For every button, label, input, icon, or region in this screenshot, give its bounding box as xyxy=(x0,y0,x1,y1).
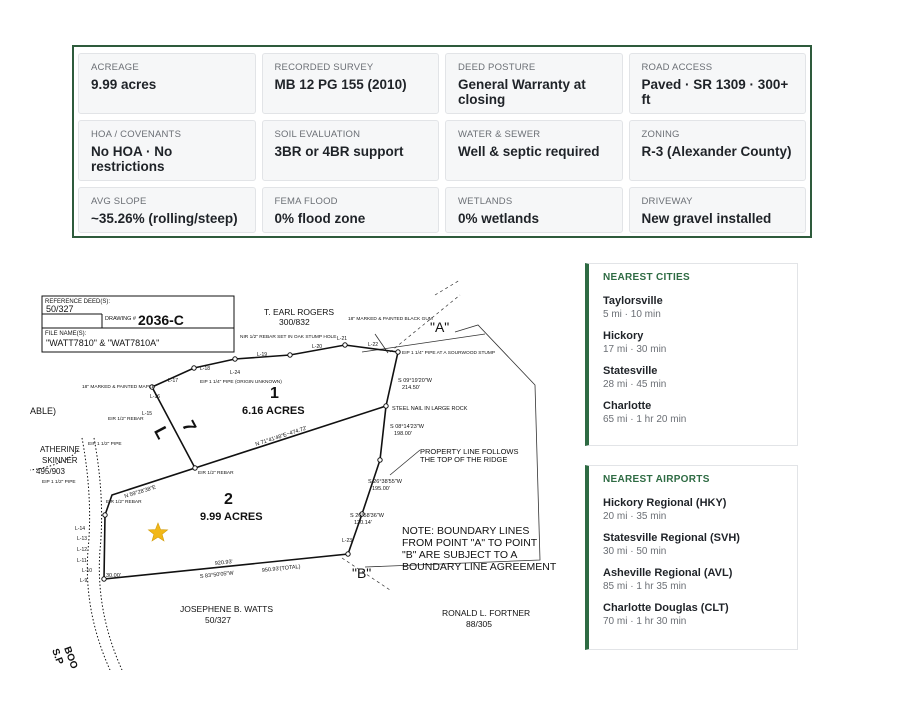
distance-3: 195.00' xyxy=(372,486,390,492)
reference-deed-label: REFERENCE DEED(S): xyxy=(45,299,111,305)
call-l16: L-16 xyxy=(150,394,161,400)
owner-southeast-deed: 88/305 xyxy=(466,619,492,629)
nearest-cities-title: NEAREST CITIES xyxy=(603,272,690,283)
fact-label: AVG SLOPE xyxy=(91,196,147,207)
city-name: Taylorsville xyxy=(603,295,663,307)
boundary-note-3: "B" ARE SUBJECT TO A xyxy=(402,549,518,561)
call-l15: L-15 xyxy=(142,411,153,417)
distance-30: 30.00' xyxy=(106,573,121,579)
city-name: Statesville xyxy=(603,365,658,377)
fact-wetlands xyxy=(445,187,623,233)
fact-label: DEED POSTURE xyxy=(458,62,536,73)
fact-value: New gravel installed xyxy=(641,211,772,226)
call-l23: L-23 xyxy=(342,538,353,544)
bearing-2: S 08°14'23"W xyxy=(390,424,424,430)
fact-value: 0% flood zone xyxy=(274,211,366,226)
owner-south-deed: 50/327 xyxy=(205,615,231,625)
fact-zoning xyxy=(629,120,807,181)
airport-item xyxy=(603,567,785,592)
fact-acreage xyxy=(78,53,256,114)
lot2-number: 2 xyxy=(224,491,233,508)
point-a: "A" xyxy=(430,319,450,335)
fact-label: RECORDED SURVEY xyxy=(274,62,374,73)
fact-hoa-covenants xyxy=(78,120,256,181)
call-l10: L-10 xyxy=(82,568,93,574)
fact-value: 3BR or 4BR support xyxy=(274,144,404,159)
gum-tree-label: 18" MARKED & PAINTED BLACK GUM xyxy=(348,317,433,322)
airport-item xyxy=(603,497,785,522)
fact-value: No HOA · No restrictions xyxy=(91,144,173,174)
property-facts-panel xyxy=(72,45,812,238)
lot1-acres: 6.16 ACRES xyxy=(242,405,305,417)
fact-label: DRIVEWAY xyxy=(641,196,693,207)
fact-road-access xyxy=(629,53,807,114)
drawing-label: DRAWING # xyxy=(105,316,136,322)
fact-value: ~35.26% (rolling/steep) xyxy=(91,211,238,226)
fact-value: Paved · SR 1309 · 300+ ft xyxy=(641,77,789,107)
call-l11: L-11 xyxy=(77,558,87,564)
owner-north: T. EARL ROGERS xyxy=(264,307,335,317)
fact-driveway xyxy=(629,187,807,233)
airport-distance: 20 mi · 35 min xyxy=(603,511,667,522)
bearing-5: N 71°41'48"E~474.72' xyxy=(254,425,308,448)
call-l24: L-24 xyxy=(230,370,241,376)
survey-monuments xyxy=(102,343,400,581)
owner-southeast: RONALD L. FORTNER xyxy=(442,608,531,618)
rebar-set-label: NIR 1/2" REBAR SET IN OAK STUMP HOLE xyxy=(240,335,337,340)
rebar-label-3: EIR 1/2" REBAR xyxy=(106,500,142,505)
city-distance: 65 mi · 1 hr 20 min xyxy=(603,414,687,425)
table-fragment: ABLE) xyxy=(30,406,57,416)
steel-nail-label: STEEL NAIL IN LARGE ROCK xyxy=(392,406,468,412)
fact-value: MB 12 PG 155 (2010) xyxy=(274,77,407,92)
boundary-note-2: FROM POINT "A" TO POINT xyxy=(402,537,538,549)
fact-avg-slope xyxy=(78,187,256,233)
lot2-acres: 9.99 ACRES xyxy=(200,511,263,523)
airport-name: Hickory Regional (HKY) xyxy=(603,497,727,509)
city-distance: 28 mi · 45 min xyxy=(603,379,667,390)
reference-deed: 50/327 xyxy=(46,304,74,314)
bearing-4: S 26°58'36"W xyxy=(350,513,384,519)
distance-4: 120.14' xyxy=(354,520,372,526)
fact-label: HOA / COVENANTS xyxy=(91,129,182,140)
survey-plat xyxy=(30,270,570,670)
pipe-sourwood-label: EIP 1 1/4" PIPE AT A SOURWOOD STUMP xyxy=(402,351,496,356)
nearest-airports-title: NEAREST AIRPORTS xyxy=(603,474,710,485)
airport-item xyxy=(603,602,785,627)
plat-title-block xyxy=(42,296,234,352)
fact-value: 9.99 acres xyxy=(91,77,157,92)
call-l21: L-21 xyxy=(337,336,348,342)
fact-label: WATER & SEWER xyxy=(458,129,541,140)
lot1-number: 1 xyxy=(270,385,279,402)
fact-value: General Warranty at closing xyxy=(458,77,586,107)
call-l19: L-19 xyxy=(257,352,268,358)
fact-value: 0% wetlands xyxy=(458,211,540,226)
point-b: "B" xyxy=(352,565,372,581)
airport-name: Asheville Regional (AVL) xyxy=(603,567,733,579)
ridge-note-1: PROPERTY LINE FOLLOWS xyxy=(420,447,519,456)
road-name-fragment-1: BOO xyxy=(61,645,80,670)
bearing-1: S 09°19'20"W xyxy=(398,378,432,384)
total-distance: 950.93'(TOTAL) xyxy=(261,563,301,574)
call-l12: L-12 xyxy=(77,547,88,553)
owner-south: JOSEPHENE B. WATTS xyxy=(180,604,274,614)
airport-distance: 70 mi · 1 hr 30 min xyxy=(603,616,687,627)
city-item xyxy=(603,365,785,390)
rebar-label-2: EIR 1/2" REBAR xyxy=(108,417,144,422)
city-item xyxy=(603,295,785,320)
owner-west-deed: 495/903 xyxy=(36,467,65,476)
city-distance: 17 mi · 30 min xyxy=(603,344,667,355)
owner-north-deed: 300/832 xyxy=(279,317,310,327)
fact-value: R-3 (Alexander County) xyxy=(641,144,792,159)
fact-fema-flood xyxy=(262,187,440,233)
lot-highlight-star-icon xyxy=(148,523,167,541)
airport-distance: 30 mi · 50 min xyxy=(603,546,667,557)
drawing-number: 2036-C xyxy=(138,312,184,328)
call-l20: L-20 xyxy=(312,344,323,350)
lot7-mark-2: L xyxy=(150,423,173,443)
fact-label: ACREAGE xyxy=(91,62,139,73)
nearest-cities-card xyxy=(585,263,798,446)
bearing-6: N 59°28'38"E xyxy=(123,484,157,500)
road-name-fragment-2: S.P xyxy=(49,647,66,667)
distance-2: 198.00' xyxy=(394,431,412,437)
fact-recorded-survey xyxy=(262,53,440,114)
fact-label: SOIL EVALUATION xyxy=(274,129,361,140)
pipe-origin-label: EIP 1 1/4" PIPE (ORIGIN UNKNOWN) xyxy=(200,380,282,385)
fact-deed-posture xyxy=(445,53,623,114)
fact-value: Well & septic required xyxy=(458,144,600,159)
bearing-7: S 83°50'05"W xyxy=(199,570,234,580)
airport-name: Statesville Regional (SVH) xyxy=(603,532,740,544)
distance-1: 214.50' xyxy=(402,385,420,391)
pipe-label-1: EIP 1 1/2" PIPE xyxy=(88,442,122,447)
fact-label: FEMA FLOOD xyxy=(274,196,338,207)
ridge-note-2: THE TOP OF THE RIDGE xyxy=(420,455,508,464)
boundary-note-4: BOUNDARY LINE AGREEMENT xyxy=(402,561,557,573)
fact-label: WETLANDS xyxy=(458,196,513,207)
boundary-note-1: NOTE: BOUNDARY LINES xyxy=(402,525,530,537)
distance-920: 920.93' xyxy=(214,559,233,567)
rebar-label-1: EIR 1/2" REBAR xyxy=(198,471,234,476)
call-l13: L-13 xyxy=(77,536,88,542)
call-l14: L-14 xyxy=(75,526,86,532)
nearest-airports-card xyxy=(585,465,798,650)
call-l17: L-17 xyxy=(168,378,179,384)
owner-west-2: SKINNER xyxy=(42,456,78,465)
airport-distance: 85 mi · 1 hr 35 min xyxy=(603,581,687,592)
fact-soil-evaluation xyxy=(262,120,440,181)
fact-water-sewer xyxy=(445,120,623,181)
city-item xyxy=(603,400,785,425)
city-item xyxy=(603,330,785,355)
call-l9: L-9 xyxy=(80,578,88,584)
airport-name: Charlotte Douglas (CLT) xyxy=(603,602,729,614)
survey-plat-drawing xyxy=(30,270,570,670)
file-name-label: FILE NAME(S): xyxy=(45,331,87,337)
maple-tree-label: 18" MARKED & PAINTED MAPLE xyxy=(82,385,155,390)
fact-label: ZONING xyxy=(641,129,680,140)
call-l22: L-22 xyxy=(368,342,379,348)
city-distance: 5 mi · 10 min xyxy=(603,309,661,320)
bearing-3: S 26°38'55"W xyxy=(368,479,402,485)
file-names: "WATT7810" & "WAT7810A" xyxy=(46,338,160,348)
call-l18: L-18 xyxy=(200,366,211,372)
fact-label: ROAD ACCESS xyxy=(641,62,713,73)
airport-item xyxy=(603,532,785,557)
city-name: Charlotte xyxy=(603,400,652,412)
lot7-mark: 7 xyxy=(178,417,201,436)
owner-west-1: ATHERINE xyxy=(40,445,80,454)
pipe-label-2: EIP 1 1/2" PIPE xyxy=(42,480,76,485)
city-name: Hickory xyxy=(603,330,644,342)
